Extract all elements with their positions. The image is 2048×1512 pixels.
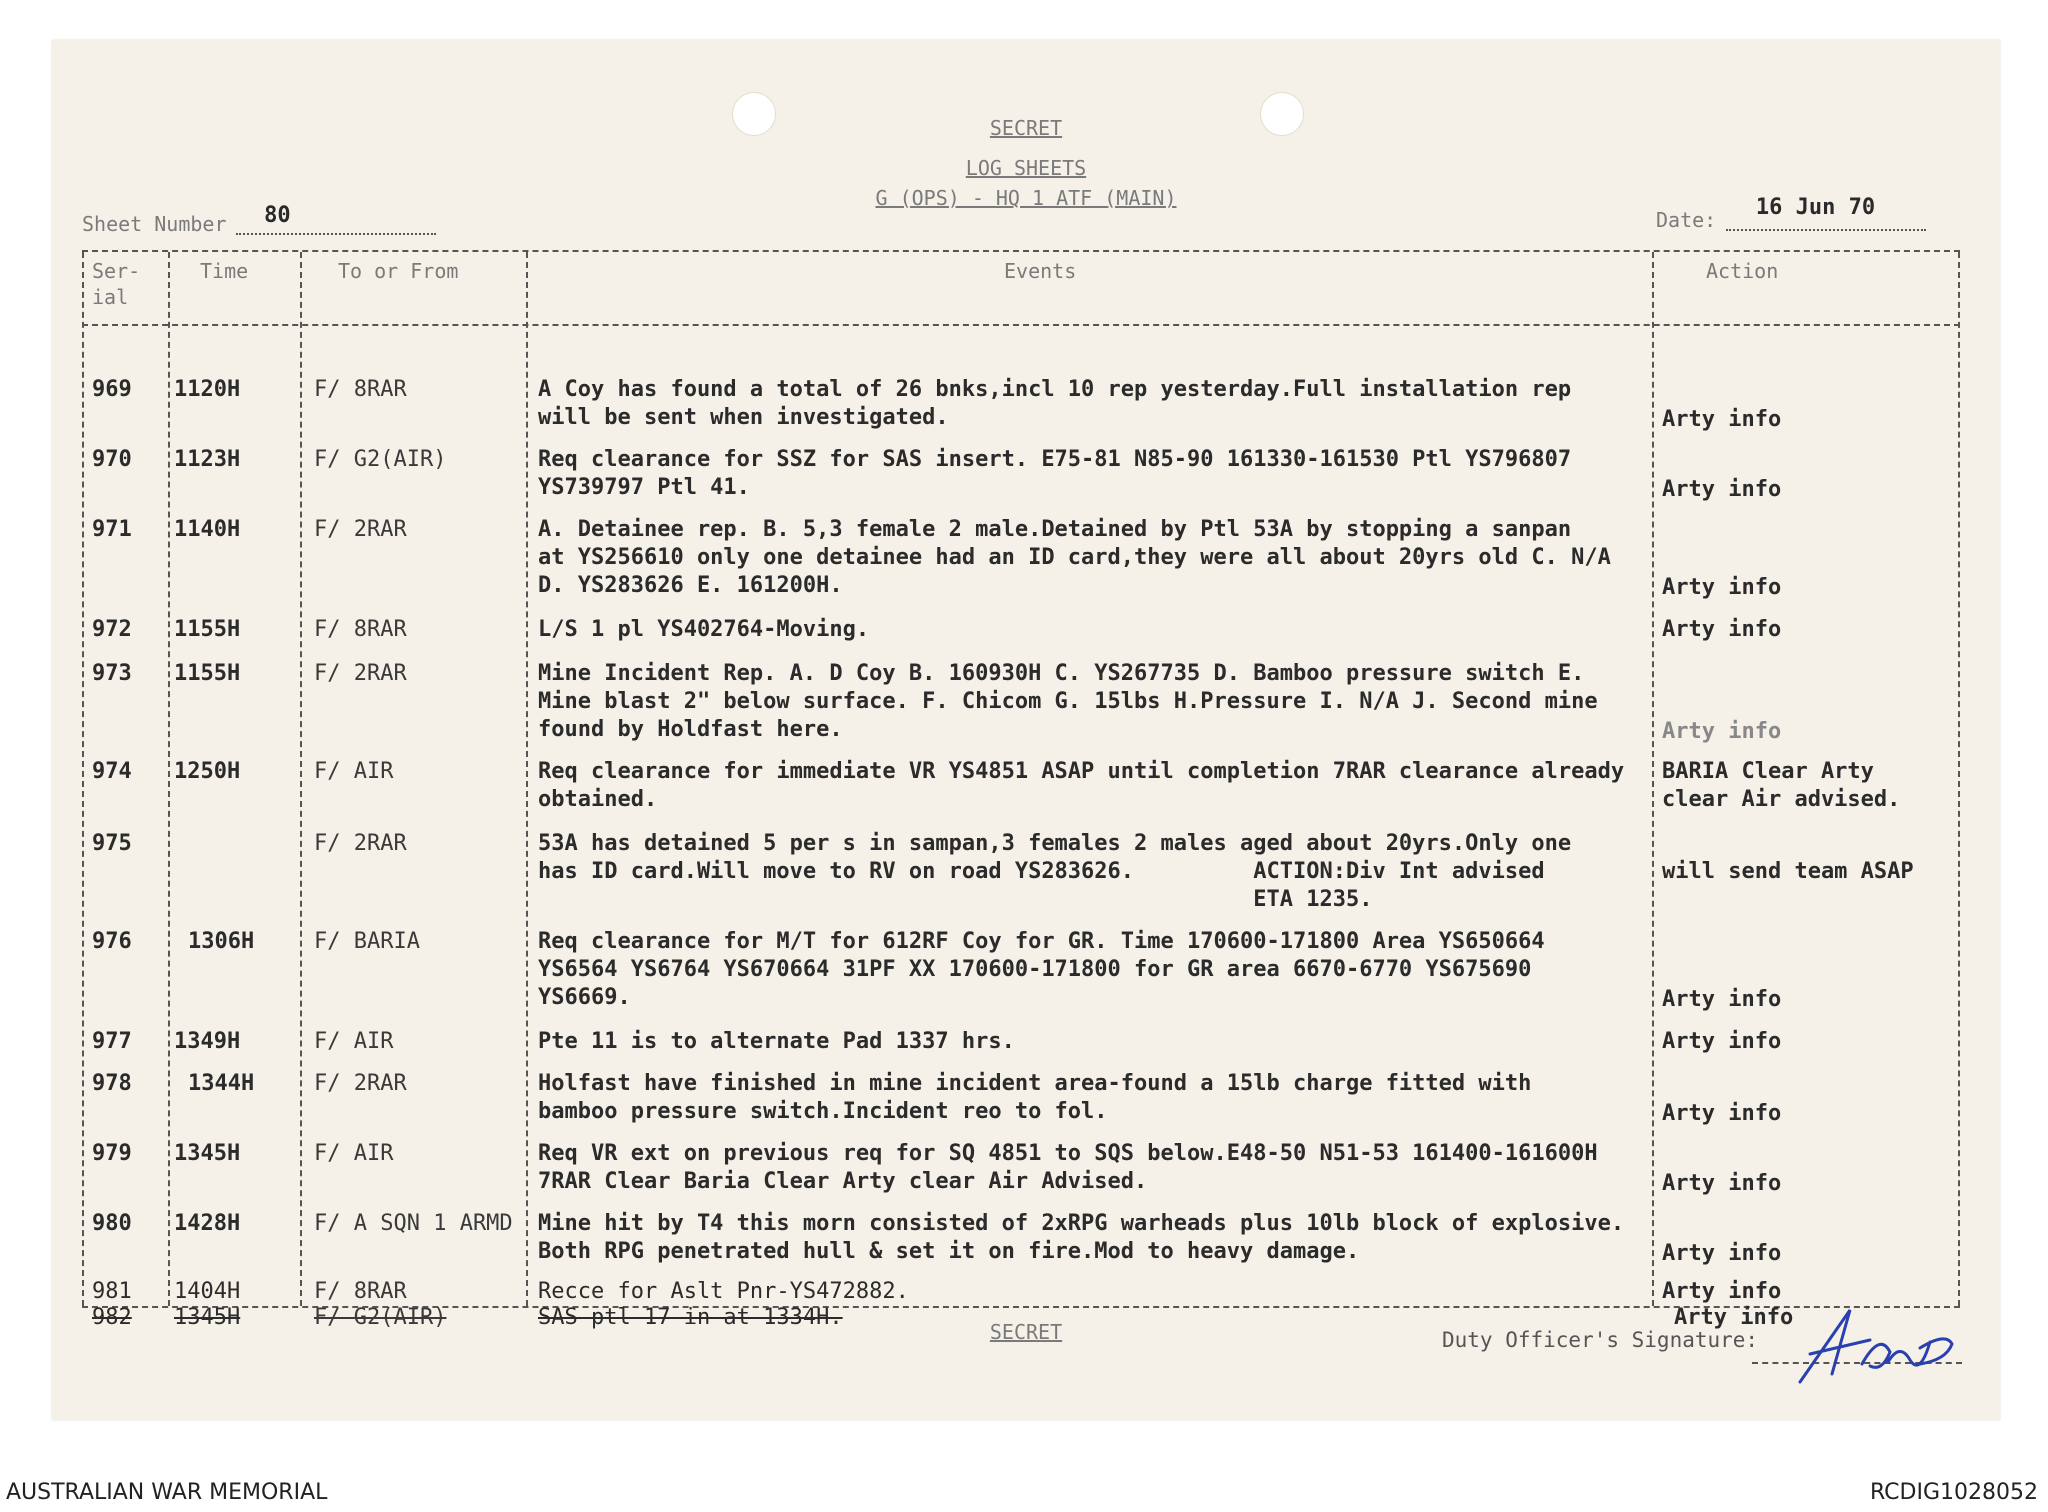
row-time: 1404H <box>174 1279 241 1304</box>
row-from: F/ 8RAR <box>314 617 407 642</box>
date-label: Date: <box>1656 208 1717 232</box>
sheet-number: 80 <box>264 203 291 228</box>
row-events: Req clearance for immediate VR YS4851 ASAP until completion 7RAR clearance already obtained. <box>538 759 1625 812</box>
row-time: 1306H <box>188 929 255 954</box>
row-action: Arty info <box>1662 575 1782 600</box>
row-serial: 970 <box>92 447 132 472</box>
row-action: BARIA Clear Arty clear Air advised. <box>1662 759 1901 812</box>
row-events: SAS ptl 17 in at 1334H. <box>538 1305 843 1330</box>
page-subtitle: G (OPS) - HQ 1 ATF (MAIN) <box>875 186 1177 210</box>
row-serial: 969 <box>92 377 132 402</box>
col-header-to-from: To or From <box>338 259 459 283</box>
row-action: Arty info <box>1662 1241 1782 1266</box>
row-serial: 981 <box>92 1279 132 1304</box>
sheet-number-label: Sheet Number <box>82 212 227 236</box>
row-events: Req VR ext on previous req for SQ 4851 to SQS below.E48-50 N51-53 161400-161600H 7RAR Clear Baria Clear Arty clear Air Advised. <box>538 1141 1598 1194</box>
archive-reference: RCDIG1028052 <box>1869 1480 2038 1505</box>
row-action: Arty info <box>1662 477 1782 502</box>
row-action: Arty info <box>1662 987 1782 1012</box>
row-from: F/ G2(AIR) <box>314 1305 447 1330</box>
row-time: 1140H <box>174 517 241 542</box>
row-time: 1344H <box>188 1071 255 1096</box>
col-header-time: Time <box>200 259 249 283</box>
row-events: Req clearance for M/T for 612RF Coy for GR. Time 170600-171800 Area YS650664 YS6564 YS6764 YS670664 31PF XX 170600-171800 for GR area 6670-6770 YS675690 YS6669. <box>538 929 1545 1010</box>
row-serial: 974 <box>92 759 132 784</box>
row-time: 1155H <box>174 617 241 642</box>
row-from: F/ AIR <box>314 1141 394 1166</box>
row-from: F/ AIR <box>314 759 394 784</box>
row-events: Mine Incident Rep. A. D Coy B. 160930H C. YS267735 D. Bamboo pressure switch E. Mine blast 2" below surface. F. Chicom G. 15lbs H.Pressure I. N/A J. Second mine found by Holdfast here. <box>538 661 1598 742</box>
row-events: L/S 1 pl YS402764-Moving. <box>538 617 870 642</box>
col-header-events: Events <box>1004 259 1077 283</box>
row-action: Arty info <box>1662 1029 1782 1054</box>
row-time: 1123H <box>174 447 241 472</box>
row-time: 1345H <box>174 1141 241 1166</box>
sheet-number-field <box>82 203 436 236</box>
row-from: F/ AIR <box>314 1029 394 1054</box>
row-from: F/ 2RAR <box>314 831 407 856</box>
row-action: Arty info <box>1662 1101 1782 1126</box>
row-events: A Coy has found a total of 26 bnks,incl 10 rep yesterday.Full installation rep will be sent when investigated. <box>538 377 1572 430</box>
row-from: F/ 2RAR <box>314 1071 407 1096</box>
page-title: LOG SHEETS <box>965 156 1087 180</box>
row-action: Arty info <box>1674 1305 1794 1330</box>
row-from: F/ 8RAR <box>314 1279 407 1304</box>
row-serial: 980 <box>92 1211 132 1236</box>
date-field <box>1656 195 1926 232</box>
date-value: 16 Jun 70 <box>1755 195 1876 220</box>
row-action: Arty info <box>1662 407 1782 432</box>
row-time: 1345H <box>174 1305 241 1330</box>
classification-top: SECRET <box>989 116 1063 140</box>
row-from: F/ G2(AIR) <box>314 447 447 472</box>
row-events: A. Detainee rep. B. 5,3 female 2 male.Detained by Ptl 53A by stopping a sanpan at YS256610 only one detainee had an ID card,they were all about 20yrs old C. N/A D. YS283626 E. 161200H. <box>538 517 1611 598</box>
row-time: 1428H <box>174 1211 241 1236</box>
row-from: F/ 2RAR <box>314 661 407 686</box>
row-serial: 979 <box>92 1141 132 1166</box>
row-serial: 972 <box>92 617 132 642</box>
row-action: Arty info <box>1662 617 1782 642</box>
row-from: F/ A SQN 1 ARMD <box>314 1211 513 1236</box>
classification-bottom: SECRET <box>989 1320 1063 1344</box>
archive-institution: AUSTRALIAN WAR MEMORIAL <box>6 1480 328 1505</box>
row-events: Holfast have finished in mine incident area-found a 15lb charge fitted with bamboo pressure switch.Incident reo to fol. <box>538 1071 1532 1124</box>
row-events: Req clearance for SSZ for SAS insert. E75-81 N85-90 161330-161530 Ptl YS796807 YS739797 Ptl 41. <box>538 447 1572 500</box>
row-events: Pte 11 is to alternate Pad 1337 hrs. <box>538 1029 1015 1054</box>
row-time: 1349H <box>174 1029 241 1054</box>
row-from: F/ 2RAR <box>314 517 407 542</box>
col-header-action: Action <box>1706 259 1779 283</box>
row-serial: 975 <box>92 831 132 856</box>
row-serial: 978 <box>92 1071 132 1096</box>
row-serial: 977 <box>92 1029 132 1054</box>
row-serial: 976 <box>92 929 132 954</box>
row-action: Arty info <box>1662 1279 1782 1304</box>
row-time: 1250H <box>174 759 241 784</box>
duty-officer-signature <box>1770 1302 1960 1392</box>
log-sheet-page <box>52 40 2000 1420</box>
row-from: F/ BARIA <box>314 929 420 954</box>
row-events: Recce for Aslt Pnr-YS472882. <box>538 1279 909 1304</box>
row-action: Arty info <box>1662 719 1782 744</box>
row-time: 1120H <box>174 377 241 402</box>
row-serial: 971 <box>92 517 132 542</box>
col-header-serial: Ser- ial <box>92 259 141 309</box>
signature-label: Duty Officer's Signature: <box>1442 1328 1759 1352</box>
row-events: 53A has detained 5 per s in sampan,3 females 2 males aged about 20yrs.Only one has ID card.Will move to RV on road YS283626. ACTION:Div Int advised ETA 1235. <box>538 831 1572 912</box>
row-action: Arty info <box>1662 1171 1782 1196</box>
row-action: will send team ASAP <box>1662 859 1914 884</box>
row-serial: 973 <box>92 661 132 686</box>
row-events: Mine hit by T4 this morn consisted of 2xRPG warheads plus 10lb block of explosive. Both RPG penetrated hull & set it on fire.Mod to heavy damage. <box>538 1211 1625 1264</box>
row-from: F/ 8RAR <box>314 377 407 402</box>
row-serial: 982 <box>92 1305 132 1330</box>
row-time: 1155H <box>174 661 241 686</box>
log-table <box>82 250 1960 1308</box>
